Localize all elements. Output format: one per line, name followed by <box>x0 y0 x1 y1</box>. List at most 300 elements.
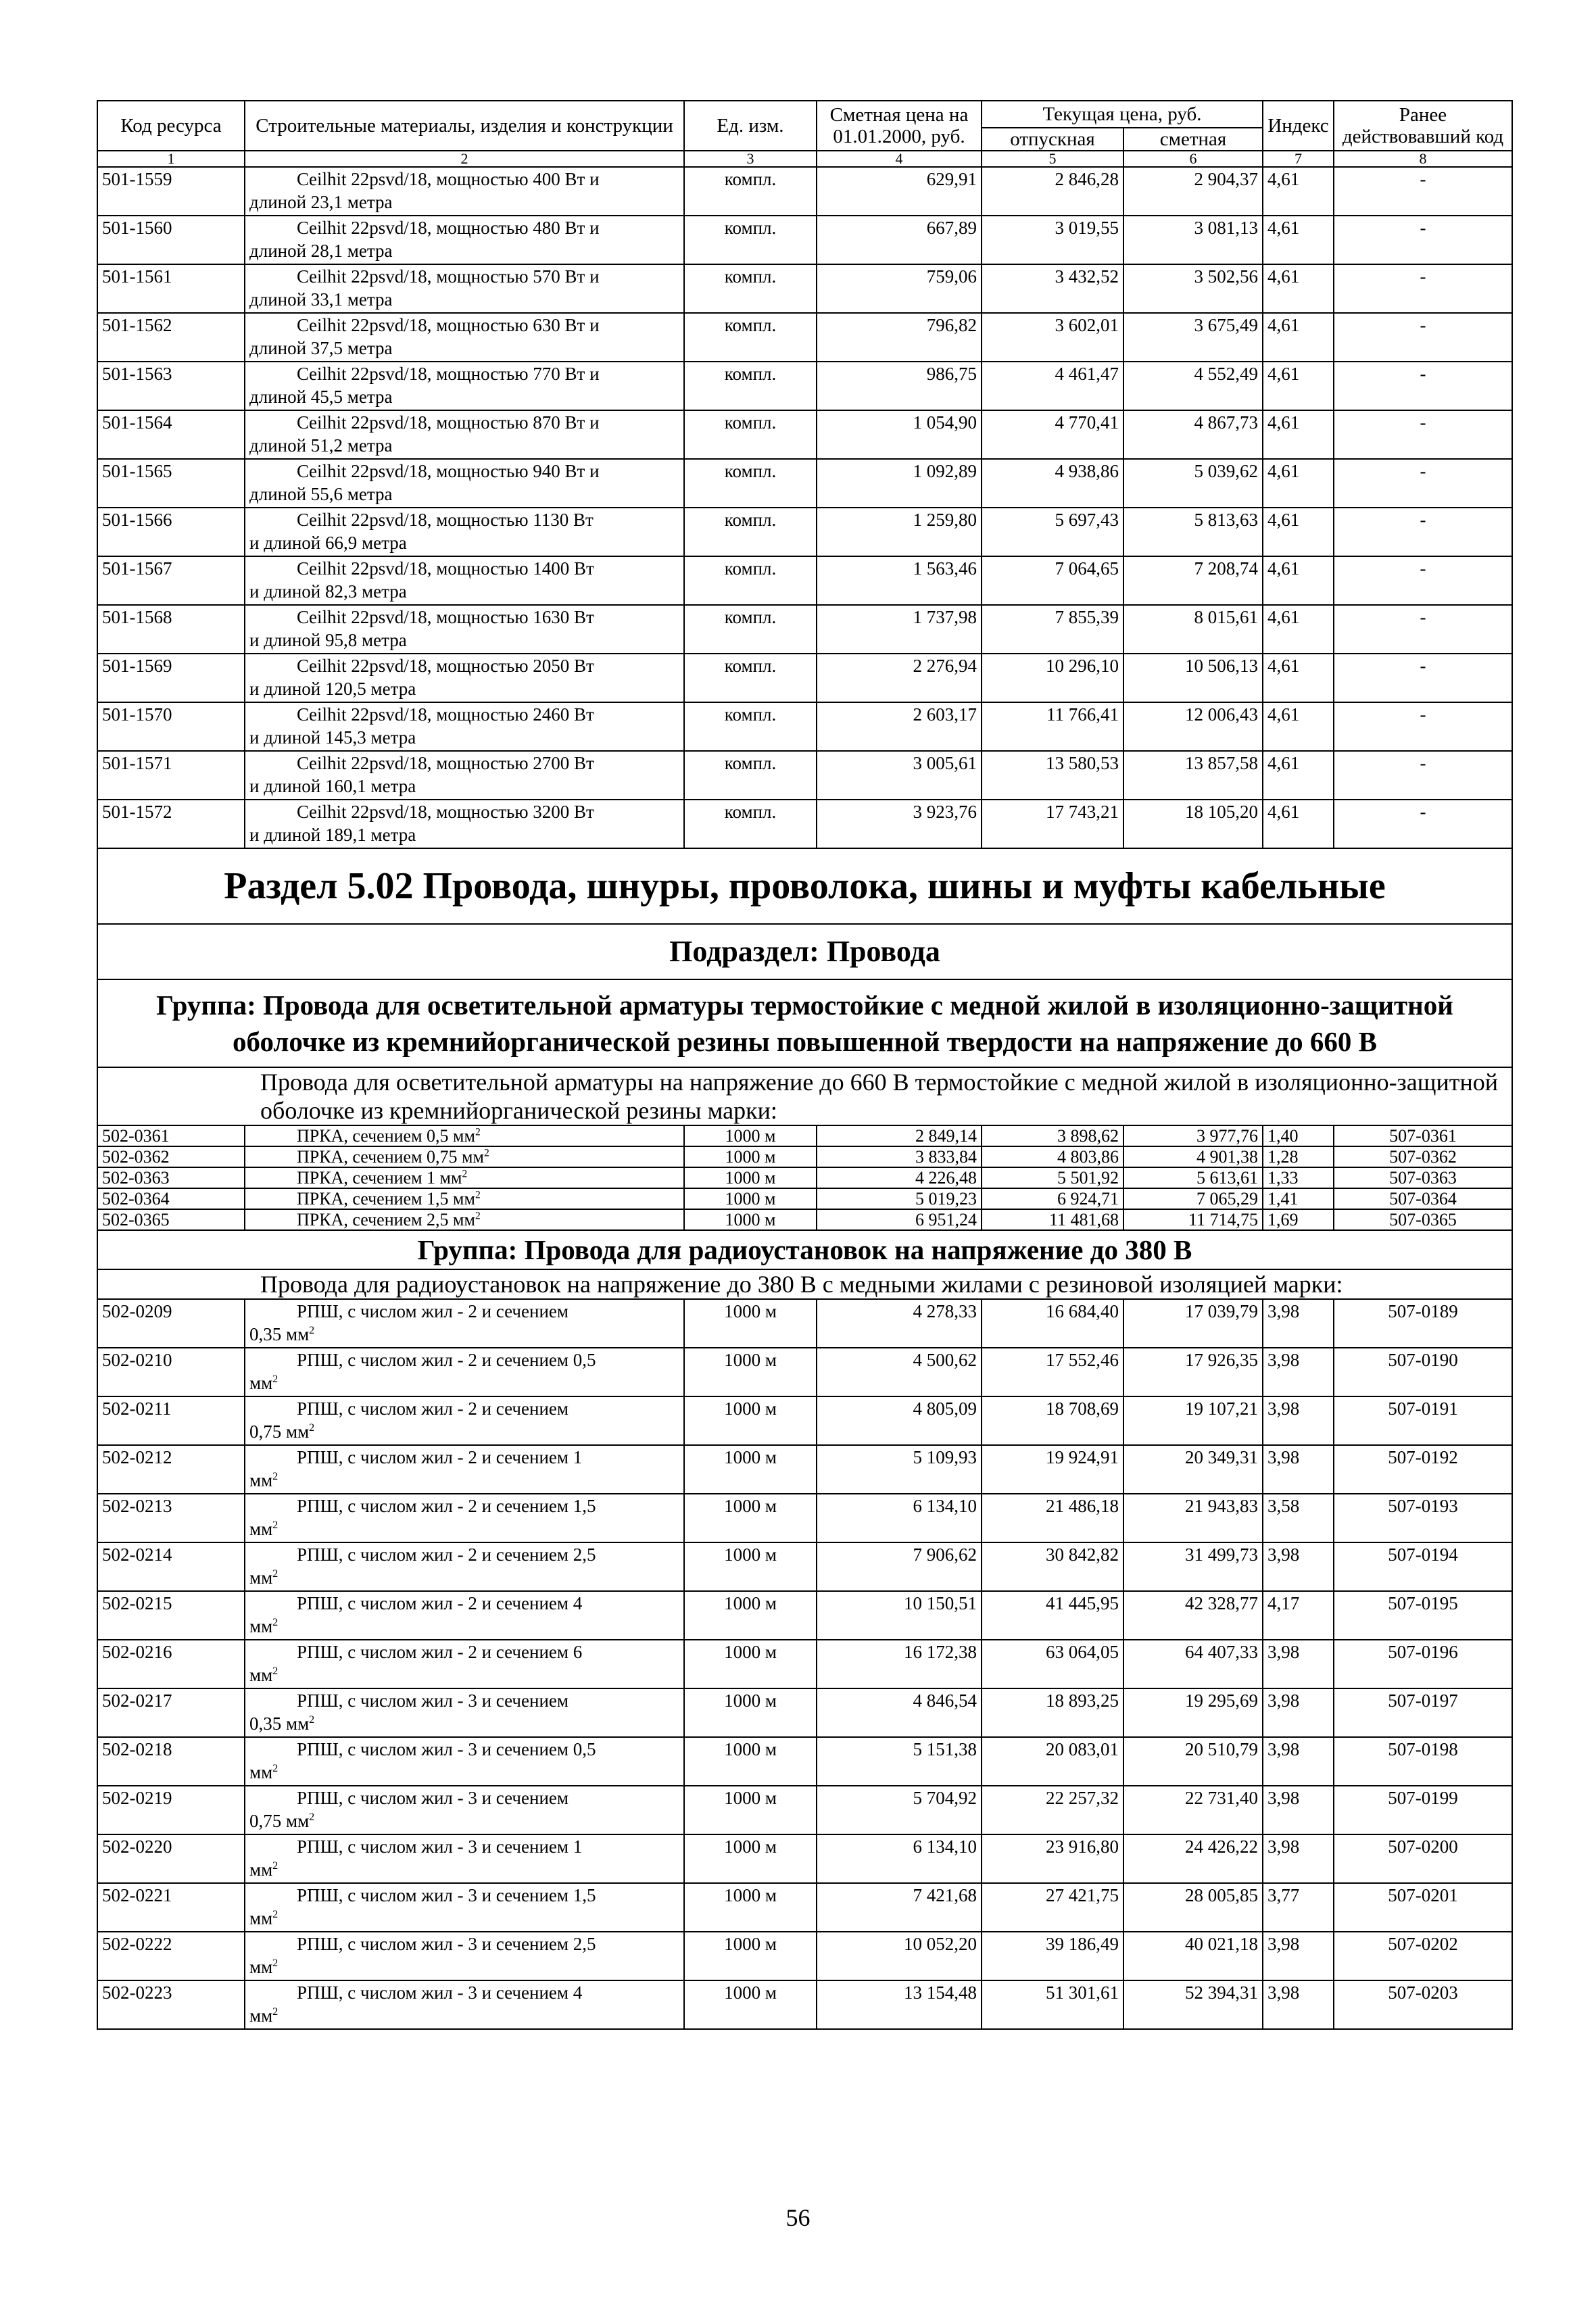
price-wholesale: 18 708,69 <box>982 1396 1123 1445</box>
price-wholesale: 7 064,65 <box>982 556 1123 605</box>
material-name <box>245 410 684 459</box>
index: 1,40 <box>1263 1125 1334 1146</box>
price-estimate: 18 105,20 <box>1123 800 1263 848</box>
unit: компл. <box>684 556 817 605</box>
material-name-line2: и длиной 66,9 метра <box>249 533 407 553</box>
index: 3,58 <box>1263 1494 1334 1542</box>
superscript: 2 <box>272 1470 279 1482</box>
material-name-line1: Ceilhit 22psvd/18, мощностью 480 Вт и <box>297 218 600 238</box>
table-row <box>97 1640 1512 1688</box>
column-number: 2 <box>245 151 684 167</box>
price-2000: 5 151,38 <box>817 1737 982 1786</box>
superscript: 2 <box>272 1373 279 1385</box>
material-name-line2: 0,75 мм <box>249 1421 310 1442</box>
index: 3,98 <box>1263 1640 1334 1688</box>
index: 4,61 <box>1263 556 1334 605</box>
price-2000: 5 109,93 <box>817 1445 982 1494</box>
material-name <box>245 1591 684 1640</box>
previous-code: 507-0363 <box>1334 1167 1512 1188</box>
superscript: 2 <box>272 1519 279 1531</box>
header-materials: Строительные материалы, изделия и конструкции <box>245 101 684 151</box>
price-estimate: 10 506,13 <box>1123 654 1263 702</box>
subsection-title: Подраздел: Провода <box>97 924 1512 979</box>
price-wholesale: 11 766,41 <box>982 702 1123 751</box>
material-name <box>245 1542 684 1591</box>
previous-code: - <box>1334 459 1512 508</box>
price-estimate: 4 552,49 <box>1123 362 1263 410</box>
unit: 1000 м <box>684 1209 817 1230</box>
previous-code: 507-0196 <box>1334 1640 1512 1688</box>
column-number: 3 <box>684 151 817 167</box>
column-number: 6 <box>1123 151 1263 167</box>
price-2000: 5 019,23 <box>817 1188 982 1209</box>
header-previous-code: Ранее действовавший код <box>1334 101 1512 151</box>
previous-code: 507-0361 <box>1334 1125 1512 1146</box>
price-estimate: 3 081,13 <box>1123 216 1263 264</box>
previous-code: 507-0195 <box>1334 1591 1512 1640</box>
material-name-line1: РПШ, с числом жил - 3 и сечением 0,5 <box>297 1739 596 1759</box>
page-number: 56 <box>785 2204 811 2231</box>
index: 3,98 <box>1263 1348 1334 1396</box>
price-estimate: 13 857,58 <box>1123 751 1263 800</box>
ceilhit-rows <box>97 167 1512 848</box>
price-estimate: 20 510,79 <box>1123 1737 1263 1786</box>
unit: компл. <box>684 264 817 313</box>
table-row <box>97 313 1512 362</box>
previous-code: 507-0364 <box>1334 1188 1512 1209</box>
previous-code: - <box>1334 167 1512 216</box>
material-name-line1: Ceilhit 22psvd/18, мощностью 3200 Вт <box>297 802 594 822</box>
material-name-line2: мм <box>249 1665 273 1685</box>
table-row <box>97 751 1512 800</box>
table-row <box>97 1688 1512 1737</box>
prka-rows <box>97 1125 1512 1230</box>
resource-code: 501-1566 <box>97 508 245 556</box>
price-2000: 4 278,33 <box>817 1299 982 1348</box>
index: 4,61 <box>1263 800 1334 848</box>
material-name <box>245 605 684 654</box>
price-estimate: 7 208,74 <box>1123 556 1263 605</box>
previous-code: 507-0198 <box>1334 1737 1512 1786</box>
previous-code: - <box>1334 751 1512 800</box>
superscript: 2 <box>475 1189 481 1201</box>
previous-code: 507-0201 <box>1334 1883 1512 1932</box>
material-name-line1: Ceilhit 22psvd/18, мощностью 1130 Вт <box>297 510 594 530</box>
price-2000: 667,89 <box>817 216 982 264</box>
material-name-line1: РПШ, с числом жил - 2 и сечением 6 <box>297 1642 583 1662</box>
resource-code: 501-1563 <box>97 362 245 410</box>
column-number: 4 <box>817 151 982 167</box>
material-name-line1: Ceilhit 22psvd/18, мощностью 940 Вт и <box>297 461 600 481</box>
resource-code: 501-1561 <box>97 264 245 313</box>
resource-code: 502-0212 <box>97 1445 245 1494</box>
previous-code: - <box>1334 556 1512 605</box>
resource-code: 502-0220 <box>97 1834 245 1883</box>
column-number: 5 <box>982 151 1123 167</box>
index: 1,69 <box>1263 1209 1334 1230</box>
material-name-line1: Ceilhit 22psvd/18, мощностью 570 Вт и <box>297 266 600 287</box>
price-estimate: 40 021,18 <box>1123 1932 1263 1980</box>
price-wholesale: 17 552,46 <box>982 1348 1123 1396</box>
price-wholesale: 3 602,01 <box>982 313 1123 362</box>
material-name-line1: Ceilhit 22psvd/18, мощностью 1630 Вт <box>297 607 594 627</box>
price-2000: 1 092,89 <box>817 459 982 508</box>
price-wholesale: 5 501,92 <box>982 1167 1123 1188</box>
previous-code: 507-0362 <box>1334 1146 1512 1167</box>
price-2000: 4 805,09 <box>817 1396 982 1445</box>
price-estimate: 17 926,35 <box>1123 1348 1263 1396</box>
table-row <box>97 1737 1512 1786</box>
price-2000: 3 833,84 <box>817 1146 982 1167</box>
superscript: 2 <box>272 2005 279 2018</box>
price-estimate: 52 394,31 <box>1123 1980 1263 2029</box>
price-estimate: 28 005,85 <box>1123 1883 1263 1932</box>
previous-code: 507-0197 <box>1334 1688 1512 1737</box>
material-name <box>245 1494 684 1542</box>
price-2000: 629,91 <box>817 167 982 216</box>
material-name-line2: мм <box>249 1519 273 1539</box>
price-2000: 1 563,46 <box>817 556 982 605</box>
table-row <box>97 605 1512 654</box>
index: 3,77 <box>1263 1883 1334 1932</box>
resource-code: 502-0364 <box>97 1188 245 1209</box>
table-row <box>97 362 1512 410</box>
material-name-line2: 0,75 мм <box>249 1811 310 1831</box>
unit: 1000 м <box>684 1786 817 1834</box>
material-name-line1: РПШ, с числом жил - 2 и сечением 1 <box>297 1447 583 1467</box>
table-row <box>97 1167 1512 1188</box>
price-estimate: 8 015,61 <box>1123 605 1263 654</box>
column-number: 7 <box>1263 151 1334 167</box>
price-wholesale: 30 842,82 <box>982 1542 1123 1591</box>
table-row <box>97 556 1512 605</box>
material-name-line2: мм <box>249 1762 273 1782</box>
material-name-line1: Ceilhit 22psvd/18, мощностью 870 Вт и <box>297 412 600 433</box>
material-name-line1: РПШ, с числом жил - 3 и сечением 1 <box>297 1836 583 1857</box>
price-table-sheet <box>97 100 1512 2030</box>
material-name <box>245 654 684 702</box>
material-name <box>245 216 684 264</box>
index: 3,98 <box>1263 1834 1334 1883</box>
previous-code: - <box>1334 605 1512 654</box>
price-2000: 1 259,80 <box>817 508 982 556</box>
price-wholesale: 13 580,53 <box>982 751 1123 800</box>
price-wholesale: 3 019,55 <box>982 216 1123 264</box>
material-name-line2: мм <box>249 1373 273 1393</box>
material-name-line2: и длиной 120,5 метра <box>249 679 416 699</box>
price-estimate: 5 813,63 <box>1123 508 1263 556</box>
material-name-line2: длиной 45,5 метра <box>249 387 393 407</box>
material-name-line1: РПШ, с числом жил - 2 и сечением <box>297 1398 569 1419</box>
table-row <box>97 1146 1512 1167</box>
previous-code: 507-0200 <box>1334 1834 1512 1883</box>
resource-code: 502-0361 <box>97 1125 245 1146</box>
material-name-line2: и длиной 145,3 метра <box>249 727 416 748</box>
material-name <box>245 167 684 216</box>
previous-code: 507-0190 <box>1334 1348 1512 1396</box>
price-estimate: 22 731,40 <box>1123 1786 1263 1834</box>
price-2000: 4 846,54 <box>817 1688 982 1737</box>
column-number: 1 <box>97 151 245 167</box>
price-2000: 1 054,90 <box>817 410 982 459</box>
previous-code: 507-0192 <box>1334 1445 1512 1494</box>
resource-code: 501-1572 <box>97 800 245 848</box>
index: 4,61 <box>1263 654 1334 702</box>
previous-code: 507-0203 <box>1334 1980 1512 2029</box>
material-name-line2: мм <box>249 1957 273 1977</box>
resource-code: 502-0365 <box>97 1209 245 1230</box>
price-wholesale: 17 743,21 <box>982 800 1123 848</box>
previous-code: 507-0189 <box>1334 1299 1512 1348</box>
material-name-line1: ПРКА, сечением 0,5 мм <box>297 1126 475 1146</box>
index: 4,17 <box>1263 1591 1334 1640</box>
resource-code: 502-0213 <box>97 1494 245 1542</box>
previous-code: - <box>1334 702 1512 751</box>
unit: компл. <box>684 508 817 556</box>
price-estimate: 19 107,21 <box>1123 1396 1263 1445</box>
material-name <box>245 1209 684 1230</box>
column-number: 8 <box>1334 151 1512 167</box>
previous-code: 507-0194 <box>1334 1542 1512 1591</box>
table-row <box>97 508 1512 556</box>
resource-code: 501-1562 <box>97 313 245 362</box>
material-name-line1: Ceilhit 22psvd/18, мощностью 400 Вт и <box>297 169 600 189</box>
material-name-line2: мм <box>249 2005 273 2026</box>
price-wholesale: 21 486,18 <box>982 1494 1123 1542</box>
previous-code: - <box>1334 313 1512 362</box>
group-block <box>97 1230 1512 1299</box>
superscript: 2 <box>272 1859 279 1872</box>
price-wholesale: 63 064,05 <box>982 1640 1123 1688</box>
unit: компл. <box>684 751 817 800</box>
table-row <box>97 1786 1512 1834</box>
column-numbers-row <box>97 151 1512 167</box>
resource-code: 502-0221 <box>97 1883 245 1932</box>
table-row <box>97 1299 1512 1348</box>
price-wholesale: 10 296,10 <box>982 654 1123 702</box>
material-name <box>245 508 684 556</box>
index: 4,61 <box>1263 508 1334 556</box>
resource-code: 502-0363 <box>97 1167 245 1188</box>
price-table <box>97 100 1513 2030</box>
price-estimate: 19 295,69 <box>1123 1688 1263 1737</box>
price-wholesale: 18 893,25 <box>982 1688 1123 1737</box>
header-index: Индекс <box>1263 101 1334 151</box>
material-name <box>245 1640 684 1688</box>
material-name-line2: мм <box>249 1470 273 1490</box>
table-row <box>97 1125 1512 1146</box>
material-name <box>245 1688 684 1737</box>
table-header <box>97 101 1512 167</box>
price-wholesale: 5 697,43 <box>982 508 1123 556</box>
header-estimate: сметная <box>1123 128 1263 151</box>
price-wholesale: 2 846,28 <box>982 167 1123 216</box>
index: 4,61 <box>1263 362 1334 410</box>
price-estimate: 5 039,62 <box>1123 459 1263 508</box>
index: 3,98 <box>1263 1932 1334 1980</box>
price-wholesale: 20 083,01 <box>982 1737 1123 1786</box>
price-2000: 6 134,10 <box>817 1494 982 1542</box>
price-2000: 796,82 <box>817 313 982 362</box>
index: 3,98 <box>1263 1786 1334 1834</box>
price-wholesale: 3 432,52 <box>982 264 1123 313</box>
table-row <box>97 1980 1512 2029</box>
index: 3,98 <box>1263 1445 1334 1494</box>
resource-code: 501-1564 <box>97 410 245 459</box>
price-2000: 2 849,14 <box>817 1125 982 1146</box>
price-wholesale: 4 461,47 <box>982 362 1123 410</box>
material-name-line2: мм <box>249 1567 273 1588</box>
price-wholesale: 27 421,75 <box>982 1883 1123 1932</box>
table-row <box>97 1396 1512 1445</box>
material-name <box>245 1834 684 1883</box>
resource-code: 501-1568 <box>97 605 245 654</box>
material-name-line1: РПШ, с числом жил - 3 и сечением 1,5 <box>297 1885 596 1905</box>
material-name-line1: Ceilhit 22psvd/18, мощностью 2050 Вт <box>297 656 594 676</box>
price-wholesale: 23 916,80 <box>982 1834 1123 1883</box>
resource-code: 501-1559 <box>97 167 245 216</box>
header-current-price: Текущая цена, руб. <box>982 101 1263 128</box>
index: 1,28 <box>1263 1146 1334 1167</box>
material-name-line2: и длиной 95,8 метра <box>249 630 407 650</box>
price-estimate: 17 039,79 <box>1123 1299 1263 1348</box>
material-name-line1: РПШ, с числом жил - 2 и сечением 2,5 <box>297 1544 596 1565</box>
price-2000: 6 134,10 <box>817 1834 982 1883</box>
index: 4,61 <box>1263 167 1334 216</box>
price-wholesale: 7 855,39 <box>982 605 1123 654</box>
header-wholesale: отпускная <box>982 128 1123 151</box>
resource-code: 502-0214 <box>97 1542 245 1591</box>
price-estimate: 4 867,73 <box>1123 410 1263 459</box>
resource-code: 501-1565 <box>97 459 245 508</box>
material-name <box>245 1737 684 1786</box>
index: 4,61 <box>1263 264 1334 313</box>
price-2000: 2 603,17 <box>817 702 982 751</box>
price-wholesale: 19 924,91 <box>982 1445 1123 1494</box>
table-row <box>97 1348 1512 1396</box>
index: 4,61 <box>1263 605 1334 654</box>
material-name <box>245 1167 684 1188</box>
superscript: 2 <box>272 1616 279 1628</box>
resource-code: 502-0223 <box>97 1980 245 2029</box>
resource-code: 501-1560 <box>97 216 245 264</box>
material-name-line2: 0,35 мм <box>249 1324 310 1344</box>
material-name-line2: мм <box>249 1616 273 1636</box>
material-name-line1: ПРКА, сечением 2,5 мм <box>297 1210 475 1229</box>
material-name-line2: мм <box>249 1859 273 1880</box>
unit: 1000 м <box>684 1688 817 1737</box>
material-name-line1: ПРКА, сечением 0,75 мм <box>297 1147 484 1167</box>
price-wholesale: 6 924,71 <box>982 1188 1123 1209</box>
material-name <box>245 1445 684 1494</box>
price-estimate: 24 426,22 <box>1123 1834 1263 1883</box>
group-title: Группа: Провода для радиоустановок на напряжение до 380 В <box>97 1230 1512 1269</box>
superscript: 2 <box>475 1126 481 1138</box>
previous-code: 507-0199 <box>1334 1786 1512 1834</box>
unit: 1000 м <box>684 1396 817 1445</box>
price-2000: 3 923,76 <box>817 800 982 848</box>
unit: компл. <box>684 167 817 216</box>
price-wholesale: 4 803,86 <box>982 1146 1123 1167</box>
header-estimate-price: Сметная цена на 01.01.2000, руб. <box>817 101 982 151</box>
unit: компл. <box>684 410 817 459</box>
superscript: 2 <box>309 1811 315 1823</box>
index: 4,61 <box>1263 313 1334 362</box>
unit: 1000 м <box>684 1348 817 1396</box>
index: 1,41 <box>1263 1188 1334 1209</box>
resource-code: 501-1571 <box>97 751 245 800</box>
material-name-line1: РПШ, с числом жил - 2 и сечением 0,5 <box>297 1350 596 1370</box>
superscript: 2 <box>272 1665 279 1677</box>
material-name-line1: Ceilhit 22psvd/18, мощностью 770 Вт и <box>297 364 600 384</box>
index: 3,98 <box>1263 1542 1334 1591</box>
price-2000: 2 276,94 <box>817 654 982 702</box>
price-estimate: 4 901,38 <box>1123 1146 1263 1167</box>
material-name-line2: мм <box>249 1908 273 1928</box>
unit: компл. <box>684 702 817 751</box>
price-estimate: 31 499,73 <box>1123 1542 1263 1591</box>
table-row <box>97 1445 1512 1494</box>
unit: 1000 м <box>684 1188 817 1209</box>
previous-code: - <box>1334 264 1512 313</box>
material-name <box>245 751 684 800</box>
unit: компл. <box>684 459 817 508</box>
table-row <box>97 1834 1512 1883</box>
price-estimate: 7 065,29 <box>1123 1188 1263 1209</box>
material-name-line1: ПРКА, сечением 1,5 мм <box>297 1189 475 1209</box>
table-row <box>97 410 1512 459</box>
price-estimate: 3 502,56 <box>1123 264 1263 313</box>
table-row <box>97 1591 1512 1640</box>
table-row <box>97 654 1512 702</box>
table-row <box>97 1932 1512 1980</box>
previous-code: 507-0191 <box>1334 1396 1512 1445</box>
price-estimate: 21 943,83 <box>1123 1494 1263 1542</box>
price-estimate: 2 904,37 <box>1123 167 1263 216</box>
material-name-line1: Ceilhit 22psvd/18, мощностью 2460 Вт <box>297 704 594 725</box>
superscript: 2 <box>272 1908 279 1920</box>
unit: 1000 м <box>684 1494 817 1542</box>
material-name <box>245 313 684 362</box>
unit: компл. <box>684 362 817 410</box>
previous-code: - <box>1334 508 1512 556</box>
table-row <box>97 264 1512 313</box>
material-name-line1: РПШ, с числом жил - 3 и сечением <box>297 1690 569 1711</box>
section-block <box>97 848 1512 1125</box>
price-wholesale: 22 257,32 <box>982 1786 1123 1834</box>
price-2000: 6 951,24 <box>817 1209 982 1230</box>
material-name-line2: длиной 37,5 метра <box>249 338 393 358</box>
resource-code: 501-1567 <box>97 556 245 605</box>
price-estimate: 12 006,43 <box>1123 702 1263 751</box>
material-name-line2: длиной 55,6 метра <box>249 484 393 504</box>
price-wholesale: 4 770,41 <box>982 410 1123 459</box>
price-2000: 10 052,20 <box>817 1932 982 1980</box>
material-name-line2: и длиной 189,1 метра <box>249 825 416 845</box>
price-estimate: 11 714,75 <box>1123 1209 1263 1230</box>
index: 4,61 <box>1263 410 1334 459</box>
resource-code: 502-0222 <box>97 1932 245 1980</box>
price-estimate: 20 349,31 <box>1123 1445 1263 1494</box>
header-code: Код ресурса <box>97 101 245 151</box>
material-name-line2: и длиной 82,3 метра <box>249 581 407 602</box>
previous-code: 507-0193 <box>1334 1494 1512 1542</box>
material-name <box>245 1980 684 2029</box>
group-description: Провода для радиоустановок на напряжение до 380 В с медными жилами с резиновой изоляцией марки: <box>97 1269 1512 1299</box>
material-name <box>245 800 684 848</box>
superscript: 2 <box>462 1168 468 1180</box>
price-2000: 7 906,62 <box>817 1542 982 1591</box>
